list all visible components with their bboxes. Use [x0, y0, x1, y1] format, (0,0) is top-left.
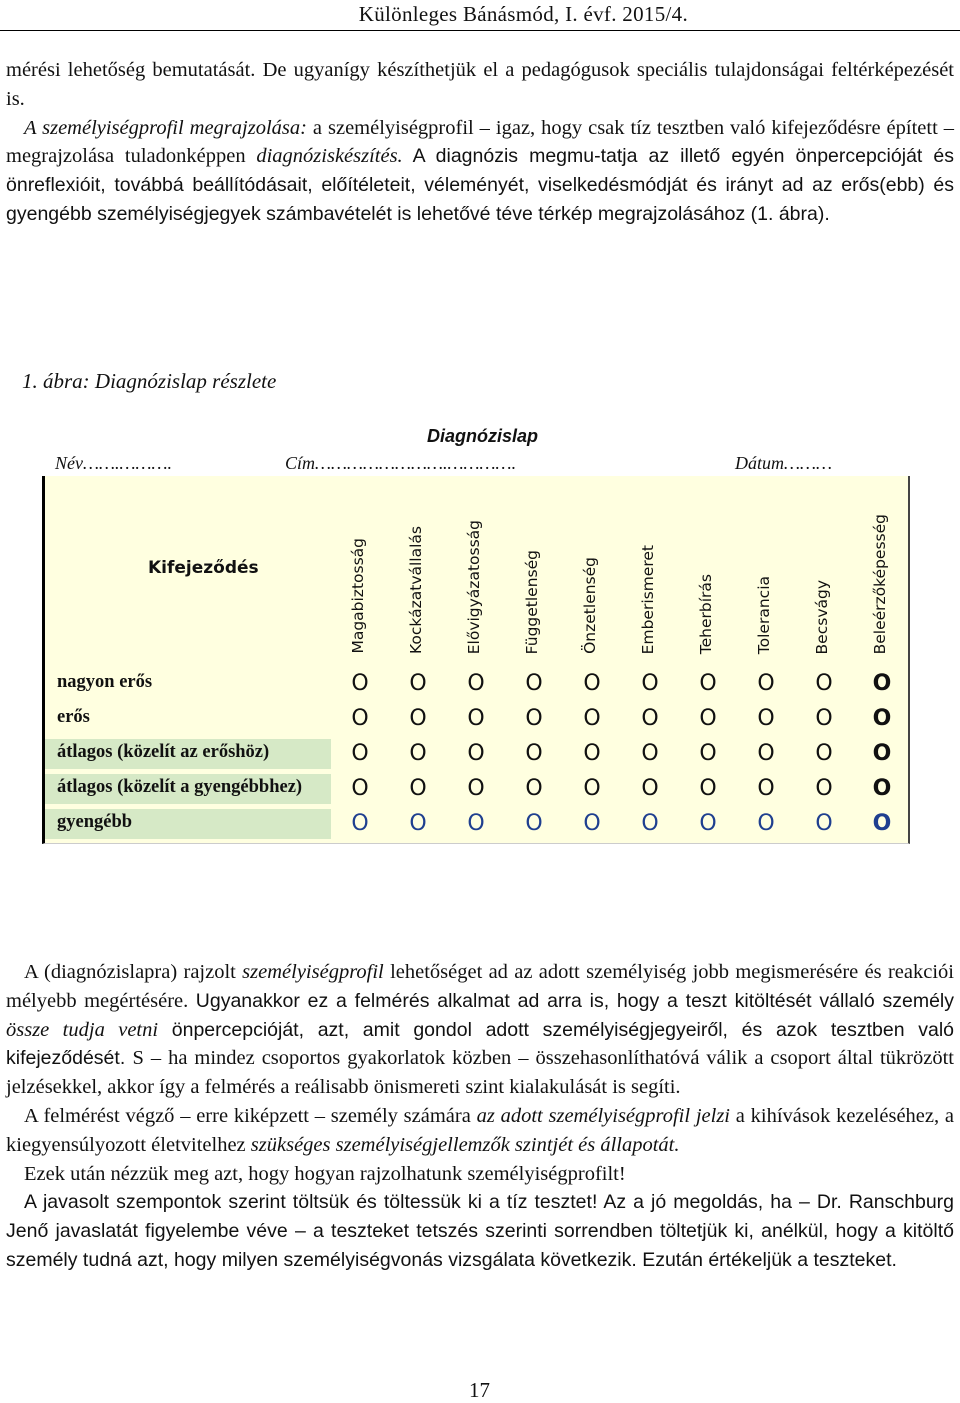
trait-column-header — [737, 476, 795, 656]
rating-circle[interactable]: O — [815, 741, 833, 766]
rating-circle[interactable]: O — [641, 776, 659, 801]
intro-sentence-3: A diagnózis megmu-tatja az illető egyén önpercepcióját és önreflexióit, továbbá beállítódásait, előítéleteit, véleményét, viselkedésmódját és irányt ad az erős(ebb) és gyengébb személyiségjegyek számbavételét is lehetővé téve térkép megrajzolásához (1. ábra). — [6, 145, 954, 225]
rating-circle[interactable]: O — [815, 811, 833, 836]
trait-column-header — [679, 476, 737, 656]
trait-column-label: Elővigyázatosság — [465, 519, 483, 654]
rating-circle[interactable]: O — [351, 776, 369, 801]
rating-circle[interactable]: O — [641, 811, 659, 836]
diagnosis-term: diagnóziskészítés. — [256, 145, 403, 168]
rating-circle[interactable]: O — [409, 741, 427, 766]
running-head: Különleges Bánásmód, I. évf. 2015/4. — [358, 2, 688, 26]
level-label: gyengébb — [45, 809, 331, 839]
trait-column-header — [563, 476, 621, 656]
rating-circle[interactable]: O — [525, 706, 543, 731]
rating-circle[interactable]: O — [467, 741, 485, 766]
trait-column-header — [331, 476, 389, 656]
rating-circle[interactable]: O — [641, 706, 659, 731]
rating-circle[interactable]: O — [757, 776, 775, 801]
rating-circle[interactable]: O — [467, 671, 485, 696]
trait-column-label: Kockázatvállalás — [407, 526, 425, 654]
rating-circle[interactable]: O — [583, 741, 601, 766]
trait-column-label: Önzetlenség — [581, 557, 599, 654]
level-row — [45, 774, 913, 804]
body-italic: az adott személyiségprofil jelzi — [476, 1104, 731, 1127]
rating-circle[interactable]: O — [872, 706, 892, 731]
trait-column-header — [795, 476, 853, 656]
rating-circle[interactable]: O — [872, 671, 892, 696]
header-rule — [0, 30, 960, 31]
rating-circle[interactable]: O — [699, 811, 717, 836]
rating-circle[interactable]: O — [757, 741, 775, 766]
rating-circle[interactable]: O — [757, 671, 775, 696]
body-text: Ezek után nézzük meg azt, hogy hogyan rajzolhatunk személyiségprofilt! — [24, 1162, 626, 1185]
rating-circle[interactable]: O — [409, 811, 427, 836]
body-text: A (diagnózislapra) rajzolt — [24, 961, 243, 983]
level-row — [45, 704, 913, 734]
rating-circle[interactable]: O — [467, 776, 485, 801]
date-field-label: Dátum……… — [735, 453, 833, 473]
diagnosis-sheet — [42, 476, 910, 844]
rating-circle[interactable]: O — [872, 741, 892, 766]
rating-circle[interactable]: O — [699, 741, 717, 766]
expression-label: Kifejeződés — [148, 558, 259, 578]
intro-sentence-2: a személyiségprofil – igaz, hogy csak tíz tesztben való kifejeződésre épített – megrajzolása tuladonképpen — [6, 116, 954, 168]
body-text: S – ha mindez csoportos gyakorlatok közben – összehasonlíthatóvá válik a csoport által tükrözött jelzésekkel, akkor így a felmérés a reálisabb önismereti szint kialakulását is segíti. — [6, 1047, 954, 1099]
body-italic: szükséges személyiségjellemzők szintjét és állapotát. — [250, 1133, 680, 1156]
rating-circle[interactable]: O — [699, 776, 717, 801]
body-italic: össze tudja vetni — [6, 1018, 159, 1041]
rating-circle[interactable]: O — [525, 811, 543, 836]
body-text: A javasolt szempontok szerint töltsük és töltessük ki a tíz tesztet! Az a jó megoldás, ha – Dr. Ranschburg Jenő javaslatát figyelembe véve – a teszteket tetszés szerinti sorrendben töltetjük ki, anélkül, hogy a kitöltő személy tudná azt, hogy milyen személyiségvonás vizsgálata következik. Ezután értékeljük a teszteket. — [6, 1191, 954, 1271]
rating-circle[interactable]: O — [409, 706, 427, 731]
rating-circle[interactable]: O — [467, 706, 485, 731]
level-label: átlagos (közelít az erőshöz) — [45, 739, 331, 769]
rating-circle[interactable]: O — [815, 671, 833, 696]
rating-circle[interactable]: O — [351, 741, 369, 766]
intro-paragraph — [6, 56, 954, 229]
trait-column-header — [389, 476, 447, 656]
level-row — [45, 669, 913, 699]
rating-circle[interactable]: O — [525, 671, 543, 696]
rating-circle[interactable]: O — [872, 776, 892, 801]
rating-circle[interactable]: O — [409, 776, 427, 801]
body-paragraphs — [6, 958, 954, 1275]
trait-column-header — [505, 476, 563, 656]
level-label: átlagos (közelít a gyengébbhez) — [45, 774, 331, 804]
intro-sentence-1: mérési lehetőség bemutatását. De ugyanígy készíthetjük el a pedagógusok speciális tulajdonságai feltérképezését is. — [6, 59, 954, 110]
rating-circle[interactable]: O — [351, 706, 369, 731]
rating-circle[interactable]: O — [699, 671, 717, 696]
trait-column-label: Emberismeret — [639, 544, 657, 654]
rating-circle[interactable]: O — [699, 706, 717, 731]
trait-column-header — [447, 476, 505, 656]
rating-circle[interactable]: O — [872, 811, 892, 836]
body-text: A felmérést végző – erre kiképzett – személy számára — [24, 1104, 477, 1127]
level-label: erős — [57, 707, 90, 727]
rating-circle[interactable]: O — [757, 706, 775, 731]
rating-circle[interactable]: O — [467, 811, 485, 836]
trait-column-label: Magabiztosság — [349, 538, 367, 654]
rating-circle[interactable]: O — [641, 671, 659, 696]
trait-column-header — [853, 476, 911, 656]
rating-circle[interactable]: O — [583, 671, 601, 696]
name-field-label: Név…….………. — [55, 453, 173, 473]
trait-column-label: Tolerancia — [755, 575, 773, 654]
trait-column-label: Becsvágy — [813, 579, 831, 654]
rating-circle[interactable]: O — [351, 811, 369, 836]
level-row — [45, 809, 913, 839]
trait-column-label: Teherbírás — [697, 573, 715, 654]
trait-column-label: Függetlenség — [523, 549, 541, 654]
diagnosis-sheet-title: Diagnózislap — [427, 426, 539, 446]
body-text: lehetőséget ad az adott személyiség jobb megismerésére és reakciói mélyebb megértésére. — [6, 961, 954, 1012]
profile-heading: A személyiségprofil megrajzolása: — [24, 116, 307, 139]
body-text: Ugyanakkor ez a felmérés alkalmat ad arra is, hogy a teszt kitöltését vállaló személy — [195, 989, 955, 1012]
rating-circle[interactable]: O — [815, 706, 833, 731]
trait-column-label: Beleérzőképesség — [871, 513, 889, 654]
trait-column-header — [621, 476, 679, 656]
rating-circle[interactable]: O — [757, 811, 775, 836]
rating-circle[interactable]: O — [409, 671, 427, 696]
rating-circle[interactable]: O — [641, 741, 659, 766]
rating-circle[interactable]: O — [351, 671, 369, 696]
rating-circle[interactable]: O — [583, 776, 601, 801]
rating-circle[interactable]: O — [583, 811, 601, 836]
body-text: a kihívások kezeléséhez, a kiegyensúlyozott életvitelhez — [6, 1104, 954, 1156]
body-text: önpercepcióját, azt, amit gondol adott személyiségjegyeiről, és azok tesztben való kifejeződését. — [6, 1018, 954, 1070]
page-number: 17 — [469, 1378, 490, 1402]
body-italic: személyiségprofil — [242, 961, 384, 983]
rating-circle[interactable]: O — [583, 706, 601, 731]
level-row — [45, 739, 913, 769]
figure-caption: 1. ábra: Diagnózislap részlete — [22, 369, 277, 393]
address-field-label: Cím…………………….…………. — [285, 453, 517, 473]
rating-circle[interactable]: O — [815, 776, 833, 801]
rating-circle[interactable]: O — [525, 776, 543, 801]
rating-circle[interactable]: O — [525, 741, 543, 766]
level-label: nagyon erős — [57, 672, 153, 692]
